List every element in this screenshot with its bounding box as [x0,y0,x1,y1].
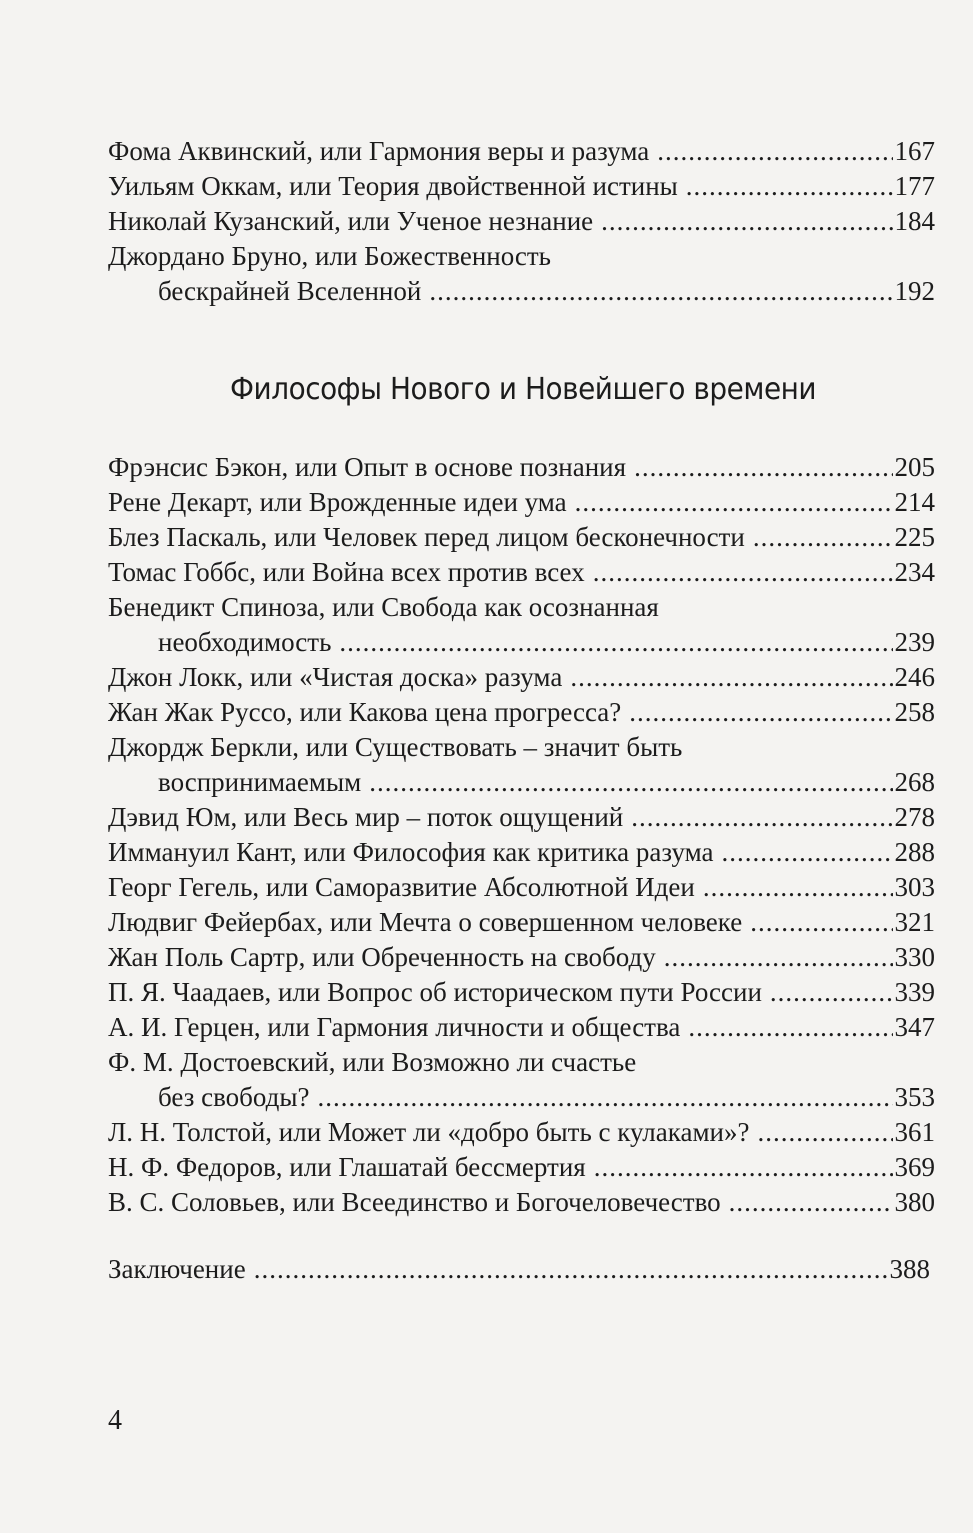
entry-page: 239 [894,627,935,657]
leader-dots [629,695,892,730]
leader-dots [664,940,893,975]
entry-page: 258 [894,697,935,727]
entry-title: Блез Паскаль, или Человек перед лицом бесконечности [108,522,745,552]
entry-title: Джон Локк, или «Чистая доска» разума [108,662,563,692]
toc-entry [108,905,935,940]
toc-entry [108,940,935,975]
entry-title: Жан Жак Руссо, или Какова цена прогресса? [108,697,622,727]
entry-page: 278 [894,802,935,832]
entry-title: Иммануил Кант, или Философия как критика разума [108,837,714,867]
entry-title: Дэвид Юм, или Весь мир – поток ощущений [108,802,624,832]
leader-dots [722,835,893,870]
entry-page: 246 [894,662,935,692]
leader-dots [575,485,893,520]
entry-title: Людвиг Фейербах, или Мечта о совершенном человеке [108,907,743,937]
toc-entry-conclusion [108,1252,930,1287]
toc-entry [108,169,935,204]
toc-entry [108,800,935,835]
leader-dots [657,134,892,169]
toc-entry [108,134,935,169]
leader-dots [570,660,892,695]
leader-dots [750,905,892,940]
toc-entry [108,204,935,239]
entry-page: 205 [894,452,935,482]
toc-entry [108,485,935,520]
entry-title: В. С. Соловьев, или Всеединство и Богочеловечество [108,1187,721,1217]
toc-entry [108,975,935,1010]
entry-title: Заключение [108,1254,246,1284]
leader-dots [339,625,892,660]
entry-title: А. И. Герцен, или Гармония личности и общества [108,1012,681,1042]
entry-title: Томас Гоббс, или Война всех против всех [108,557,585,587]
entry-title: Н. Ф. Федоров, или Глашатай бессмертия [108,1152,586,1182]
entry-title: необходимость [158,627,332,657]
entry-title-line1: Джордано Бруно, или Божественность [108,241,551,271]
toc-entry [108,870,935,905]
entry-page: 321 [894,907,935,937]
entry-title-line1: Джордж Беркли, или Существовать – значит быть [108,732,683,762]
entry-page: 184 [894,206,935,236]
entry-page: 303 [894,872,935,902]
toc-entry [108,730,935,800]
entry-page: 234 [894,557,935,587]
entry-page: 339 [894,977,935,1007]
entry-page: 380 [894,1187,935,1217]
entry-title-line1: Ф. М. Достоевский, или Возможно ли счастье [108,1047,637,1077]
entry-page: 361 [894,1117,935,1147]
leader-dots [770,975,893,1010]
entry-title-line1: Бенедикт Спиноза, или Свобода как осознанная [108,592,659,622]
toc-entry [108,660,935,695]
entry-page: 288 [894,837,935,867]
toc-entry [108,1010,935,1045]
entry-page: 388 [889,1254,930,1284]
entry-title: Георг Гегель, или Саморазвитие Абсолютной Идеи [108,872,695,902]
toc-entry [108,695,935,730]
toc-entry [108,450,935,485]
entry-title: Фрэнсис Бэкон, или Опыт в основе познания [108,452,627,482]
leader-dots [757,1115,892,1150]
entry-title: Рене Декарт, или Врожденные идеи ума [108,487,567,517]
entry-title: Фома Аквинский, или Гармония веры и разума [108,136,650,166]
leader-dots [753,520,893,555]
toc-entry [108,1185,935,1220]
leader-dots [317,1080,892,1115]
entry-page: 369 [894,1152,935,1182]
entry-title: Жан Поль Сартр, или Обреченность на свободу [108,942,656,972]
entry-title: Уильям Оккам, или Теория двойственной истины [108,171,678,201]
leader-dots [688,1010,892,1045]
leader-dots [686,169,893,204]
toc-entry [108,555,935,590]
leader-dots [593,555,893,590]
entry-title: П. Я. Чаадаев, или Вопрос об историческом пути России [108,977,762,1007]
entry-title: без свободы? [158,1082,310,1112]
entry-page: 177 [894,171,935,201]
toc-entry [108,1045,935,1115]
leader-dots [634,450,892,485]
leader-dots [429,274,892,309]
entry-title: воспринимаемым [158,767,362,797]
toc-entry [108,239,935,309]
page-number: 4 [108,1405,122,1436]
toc-entry [108,1115,935,1150]
entry-page: 167 [894,136,935,166]
leader-dots [254,1252,888,1287]
toc-entry [108,520,935,555]
section-title: Философы Нового и Новейшего времени [230,372,817,407]
leader-dots [594,1150,893,1185]
leader-dots [601,204,892,239]
leader-dots [631,800,892,835]
toc-entry [108,835,935,870]
entry-title: Л. Н. Толстой, или Может ли «добро быть с кулаками»? [108,1117,750,1147]
entry-title: Николай Кузанский, или Ученое незнание [108,206,594,236]
toc-entry [108,1150,935,1185]
entry-page: 330 [894,942,935,972]
entry-page: 268 [894,767,935,797]
leader-dots [369,765,892,800]
toc-entry [108,590,935,660]
entry-page: 347 [894,1012,935,1042]
entry-page: 214 [894,487,935,517]
entry-page: 353 [894,1082,935,1112]
leader-dots [703,870,893,905]
entry-title: бескрайней Вселенной [158,276,422,306]
entry-page: 192 [894,276,935,306]
leader-dots [729,1185,893,1220]
entry-page: 225 [894,522,935,552]
